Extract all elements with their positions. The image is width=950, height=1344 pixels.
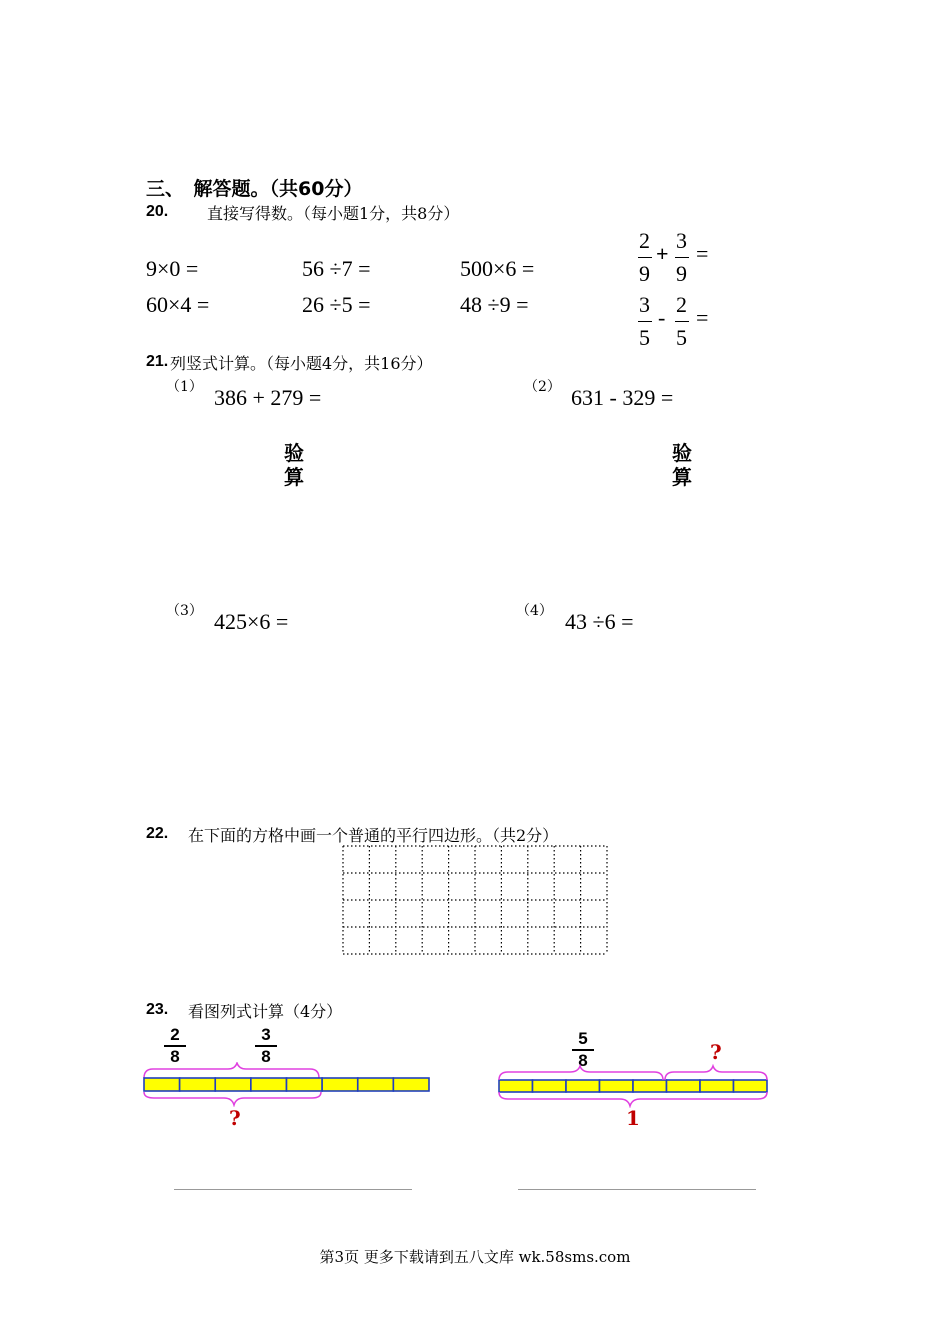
equals-sign: = xyxy=(696,305,709,330)
denominator: 9 xyxy=(676,261,687,286)
bar-segment xyxy=(700,1080,734,1092)
q20-fraction xyxy=(637,228,652,287)
bar-segment xyxy=(180,1078,216,1091)
denominator: 8 xyxy=(170,1047,180,1066)
denominator: 5 xyxy=(639,325,650,350)
bar-segment xyxy=(499,1080,533,1092)
bar-segment xyxy=(322,1078,358,1091)
bar-segment xyxy=(358,1078,394,1091)
question-mark: ? xyxy=(710,1040,722,1064)
dotted-grid[interactable] xyxy=(340,843,610,958)
q20-item: 56 ÷7 = xyxy=(302,256,371,281)
q21-prompt: 列竖式计算。（每小题4分，共16分） xyxy=(170,354,433,373)
check-label xyxy=(672,441,692,489)
fraction-bar xyxy=(675,257,689,258)
answer-line-left[interactable] xyxy=(174,1189,412,1190)
section-title: 三、 解答题。（共60分） xyxy=(146,178,363,200)
q23-number: 23. xyxy=(146,1001,169,1018)
page-footer: 第3页 更多下载请到五八文库 wk.58sms.com xyxy=(319,1248,631,1266)
numerator: 3 xyxy=(639,292,650,317)
bar-segment xyxy=(251,1078,287,1091)
bar-segment xyxy=(287,1078,323,1091)
q20-fraction xyxy=(637,292,652,351)
denominator: 9 xyxy=(639,261,650,286)
bar-segments xyxy=(144,1078,429,1091)
q20-item: 500×6 = xyxy=(460,256,535,281)
q20-fraction xyxy=(674,228,689,287)
fraction-bar xyxy=(638,321,652,322)
numerator: 2 xyxy=(676,292,687,317)
answer-line-right[interactable] xyxy=(518,1189,756,1190)
part-expression: 425×6 = xyxy=(214,609,289,634)
q20-item: 48 ÷9 = xyxy=(460,292,529,317)
part-label: （3） xyxy=(166,603,203,619)
bar-segment xyxy=(393,1078,429,1091)
bar-segment xyxy=(533,1080,567,1092)
brace-bottom-whole xyxy=(499,1092,767,1106)
q21-number: 21. xyxy=(146,353,169,370)
bar-segment xyxy=(600,1080,634,1092)
check-top: 验 xyxy=(284,441,304,465)
part-expression: 43 ÷6 = xyxy=(565,609,634,634)
denominator: 5 xyxy=(676,325,687,350)
question-mark: ? xyxy=(229,1106,241,1130)
equals-sign: = xyxy=(696,241,709,266)
brace-bottom-left xyxy=(144,1092,321,1105)
bar-segment xyxy=(215,1078,251,1091)
fraction-bar xyxy=(638,257,652,258)
q20-item: 26 ÷5 = xyxy=(302,292,371,317)
numerator: 5 xyxy=(578,1029,588,1048)
left-bar-diagram xyxy=(140,1062,435,1107)
fraction-label xyxy=(164,1026,186,1066)
right-bar-diagram xyxy=(494,1064,774,1108)
fraction-label xyxy=(255,1026,277,1066)
plus-operator: + xyxy=(656,241,669,266)
bar-segment xyxy=(667,1080,701,1092)
check-top: 验 xyxy=(672,441,692,465)
part-label: （4） xyxy=(516,603,553,619)
q20-item: 60×4 = xyxy=(146,292,210,317)
q22-prompt: 在下面的方格中画一个普通的平行四边形。（共2分） xyxy=(188,826,559,845)
whole-label: 1 xyxy=(626,1106,640,1130)
denominator: 8 xyxy=(578,1051,588,1070)
q20-item: 9×0 = xyxy=(146,256,199,281)
denominator: 8 xyxy=(261,1047,271,1066)
numerator: 3 xyxy=(261,1025,271,1044)
minus-operator: - xyxy=(658,305,666,330)
numerator: 2 xyxy=(170,1025,180,1044)
bar-segments xyxy=(499,1080,767,1092)
q20-number: 20. xyxy=(146,203,169,220)
bar-segment xyxy=(144,1078,180,1091)
part-expression: 386 + 279 = xyxy=(214,385,322,410)
part-label: （1） xyxy=(166,379,203,395)
check-bottom: 算 xyxy=(672,465,692,489)
q20-prompt: 直接写得数。（每小题1分，共8分） xyxy=(207,204,460,223)
bar-segment xyxy=(566,1080,600,1092)
part-expression: 631 - 329 = xyxy=(571,385,674,410)
bar-segment xyxy=(633,1080,667,1092)
brace-top-five-eighths xyxy=(499,1066,663,1080)
numerator: 2 xyxy=(639,228,650,253)
part-label: （2） xyxy=(524,379,561,395)
check-label xyxy=(284,441,304,489)
bar-segment xyxy=(734,1080,768,1092)
fraction-bar xyxy=(675,321,689,322)
numerator: 3 xyxy=(676,228,687,253)
check-bottom: 算 xyxy=(284,465,304,489)
q20-fraction xyxy=(674,292,689,351)
brace-top-remainder xyxy=(665,1066,767,1080)
q23-prompt: 看图列式计算（4分） xyxy=(188,1002,343,1021)
q22-number: 22. xyxy=(146,825,169,842)
